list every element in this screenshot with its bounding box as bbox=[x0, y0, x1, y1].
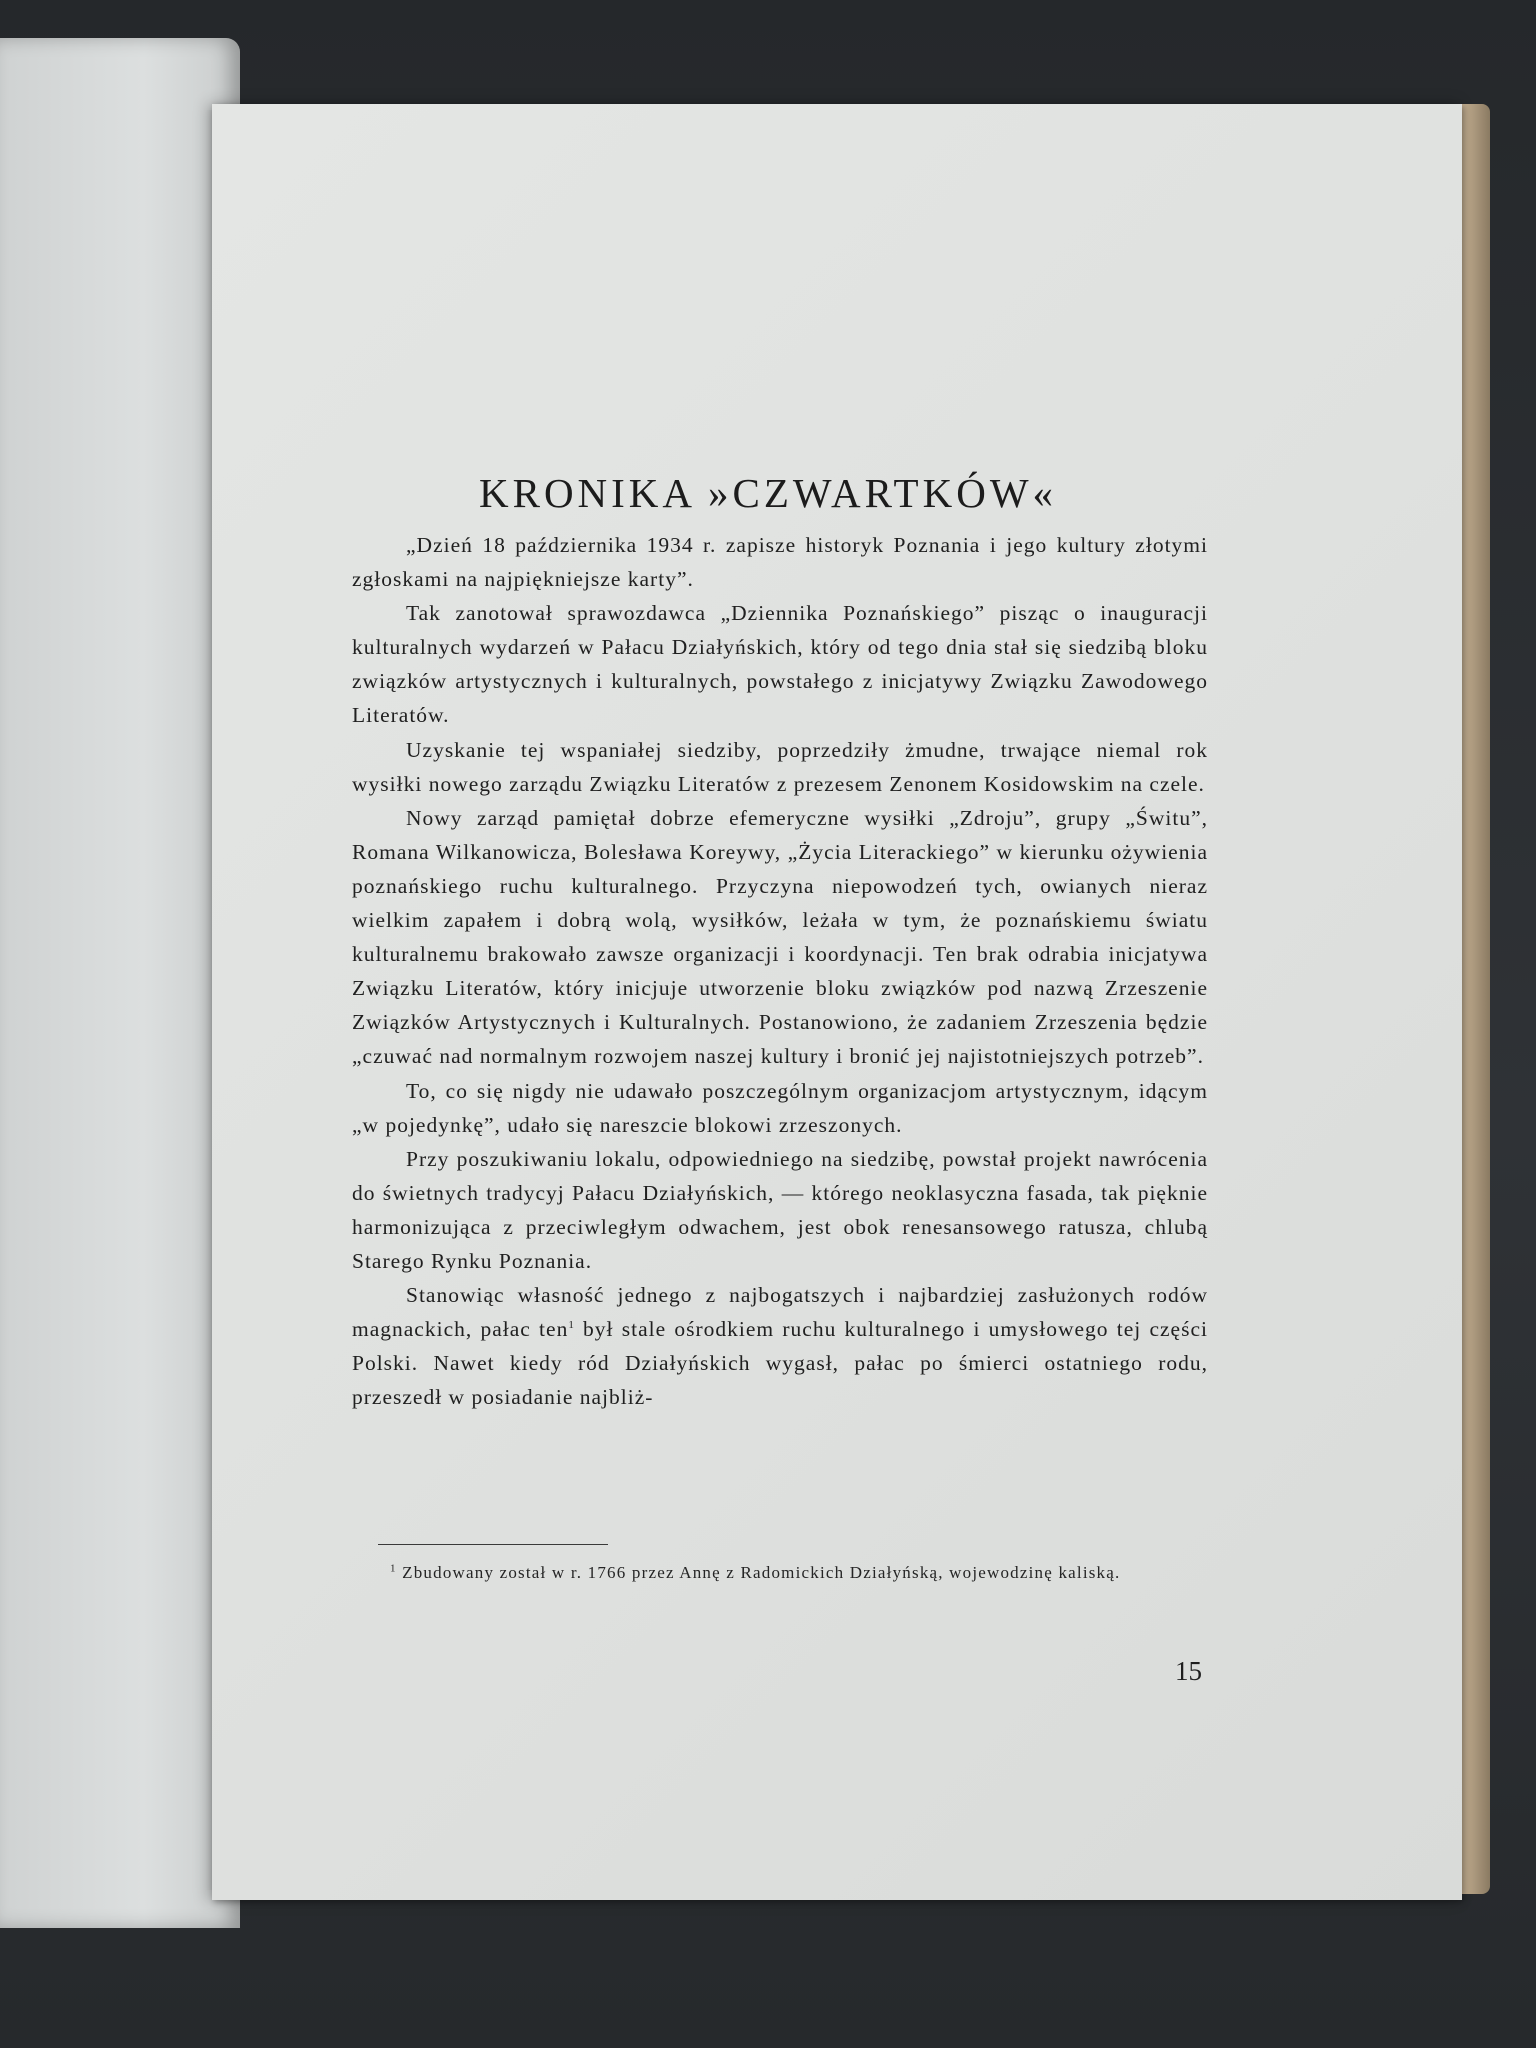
footnotes bbox=[340, 1556, 1198, 1590]
footnote-text: Zbudowany został w r. 1766 przez Annę z Radomickich Działyńską, wojewodzinę kaliską. bbox=[396, 1563, 1121, 1582]
page-title: KRONIKA »CZWARTKÓW« bbox=[478, 470, 1058, 517]
paragraph: Przy poszukiwaniu lokalu, odpowiedniego na siedzibę, powstał projekt nawrócenia do świetnych tradycyj Pałacu Działyńskich, — którego neoklasyczna fasada, tak pięknie harmonizująca z przeciwległym odwachem, jest obok renesansowego ratusza, chlubą Starego Rynku Poznania. bbox=[352, 1146, 1208, 1273]
page-number: 15 bbox=[1175, 1656, 1202, 1686]
footnote-mark: 1 bbox=[390, 1562, 397, 1575]
footnote-reference: 1 bbox=[568, 1319, 575, 1331]
paragraph-text: Stanowiąc własność jednego z najbogatszych i najbardziej zasłużonych rodów magnackich, pałac ten bbox=[352, 1283, 1208, 1342]
paragraph: „Dzień 18 października 1934 r. zapisze historyk Poznania i jego kultury złotymi zgłoskami na najpiękniejsze karty”. bbox=[352, 533, 1208, 592]
footnote-divider bbox=[378, 1544, 608, 1545]
body-text bbox=[352, 528, 1208, 1414]
left-page bbox=[0, 38, 240, 1928]
paragraph-text: był stale ośrodkiem ruchu kulturalnego i umysłowego tej części Polski. Nawet kiedy ród Działyńskich wygasł, pałac po śmierci ostatniego rodu, przeszedł w posiadanie najbliż- bbox=[352, 1317, 1208, 1410]
paragraph bbox=[352, 1278, 1208, 1414]
paragraph: Nowy zarząd pamiętał dobrze efemeryczne wysiłki „Zdroju”, grupy „Świtu”, Romana Wilkanowicza, Bolesława Koreywy, „Życia Literackiego” w kierunku ożywienia poznańskiego ruchu kulturalnego. Przyczyna niepowodzeń tych, owianych nieraz wielkim zapałem i dobrą wolą, wysiłków, leżała w tym, że poznańskiemu światu kulturalnemu brakowało zawsze organizacji i koordynacji. Ten brak odrabia inicjatywa Związku Literatów, który inicjuje utworzenie bloku związków pod nazwą Zrzeszenie Związków Artystycznych i Kulturalnych. Postanowiono, że zadaniem Zrzeszenia będzie „czuwać nad normalnym rozwojem naszej kultury i bronić jej najistotniejszych potrzeb”. bbox=[352, 805, 1208, 1069]
paragraph: Uzyskanie tej wspaniałej siedziby, poprzedziły żmudne, trwające niemal rok wysiłki nowego zarządu Związku Literatów z prezesem Zenonem Kosidowskim na czele. bbox=[352, 737, 1208, 796]
paragraph: Tak zanotował sprawozdawca „Dziennika Poznańskiego” pisząc o inauguracji kulturalnych wydarzeń w Pałacu Działyńskich, który od tego dnia stał się siedzibą bloku związków artystycznych i kulturalnych, powstałego z inicjatywy Związku Zawodowego Literatów. bbox=[352, 601, 1208, 728]
paragraph: To, co się nigdy nie udawało poszczególnym organizacjom artystycznym, idącym „w pojedynkę”, udało się nareszcie blokowi zrzeszonych. bbox=[352, 1078, 1208, 1137]
footnote bbox=[340, 1556, 1198, 1590]
